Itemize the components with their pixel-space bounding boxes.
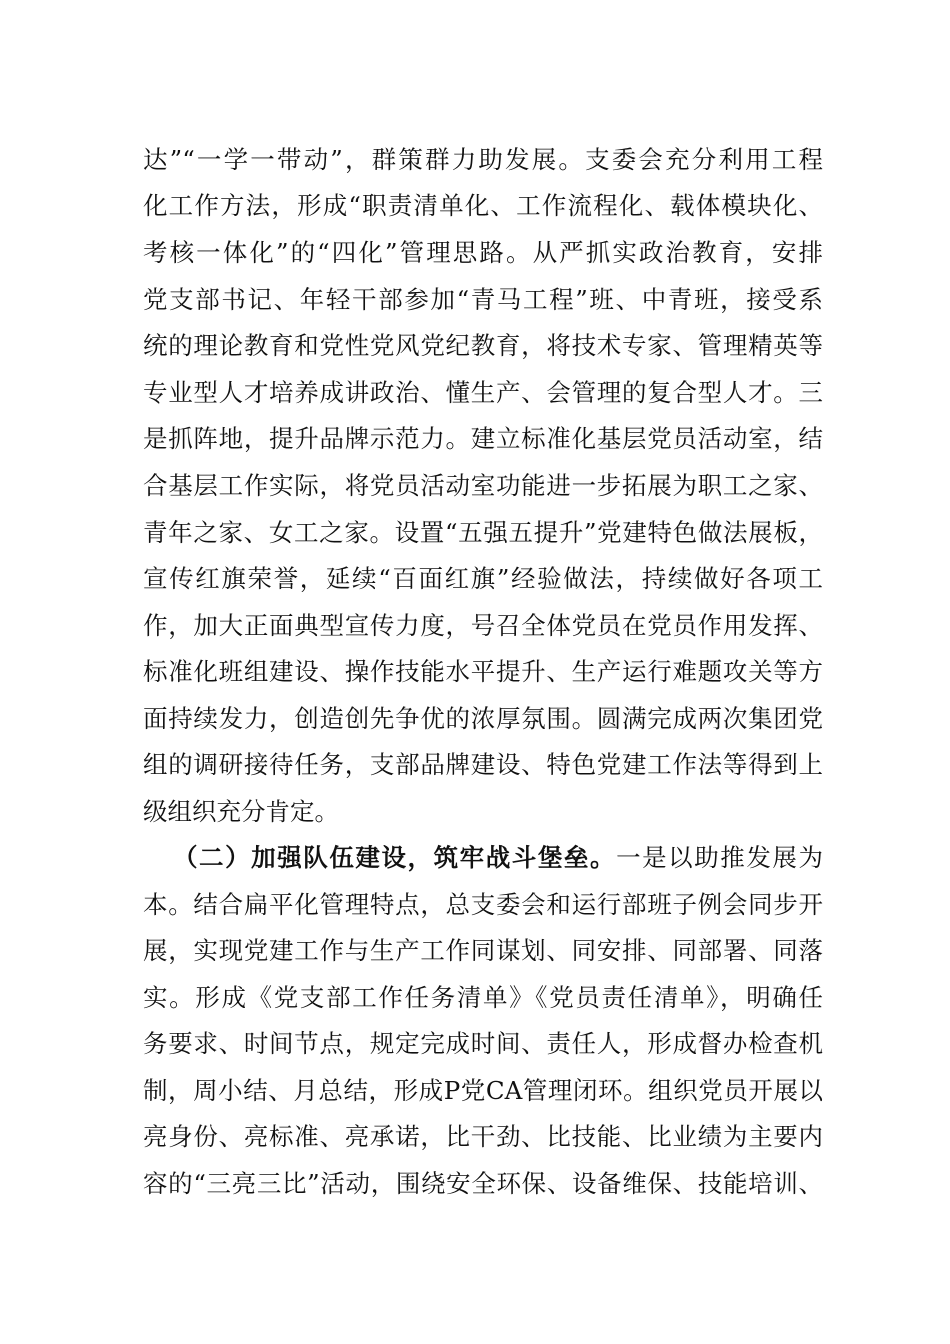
section-heading-line [173, 838, 823, 878]
paragraph-line: 达”“一学一带动”，群策群力助发展。支委会充分利用工程 [143, 145, 823, 174]
paragraph-line: 青年之家、女工之家。设置“五强五提升”党建特色做法展板， [143, 518, 823, 547]
paragraph-line: 容的“三亮三比”活动，围绕安全环保、设备维保、技能培训、 [143, 1169, 823, 1198]
paragraph-line: 化工作方法，形成“职责清单化、工作流程化、载体模块化、 [143, 191, 823, 220]
section-heading: （二）加强队伍建设，筑牢战斗堡垒。 [173, 843, 617, 872]
paragraph-line: 是抓阵地，提升品牌示范力。建立标准化基层党员活动室，结 [143, 424, 823, 453]
paragraph-line: 考核一体化”的“四化”管理思路。从严抓实政治教育，安排 [143, 238, 823, 267]
paragraph-line: 专业型人才培养成讲政治、懂生产、会管理的复合型人才。三 [143, 378, 823, 407]
paragraph-line: 组的调研接待任务，支部品牌建设、特色党建工作法等得到上 [143, 750, 823, 779]
paragraph-line: 展，实现党建工作与生产工作同谋划、同安排、同部署、同落 [143, 936, 823, 965]
paragraph-line: 合基层工作实际，将党员活动室功能进一步拓展为职工之家、 [143, 471, 823, 500]
paragraph-line: 务要求、时间节点，规定完成时间、责任人，形成督办检查机 [143, 1029, 823, 1058]
paragraph-line: 宣传红旗荣誉，延续“百面红旗”经验做法，持续做好各项工 [143, 564, 823, 593]
paragraph-line: 标准化班组建设、操作技能水平提升、生产运行难题攻关等方 [143, 657, 823, 686]
paragraph-line: 制，周小结、月总结，形成P党CA管理闭环。组织党员开展以 [143, 1076, 823, 1105]
paragraph-line: 作，加大正面典型宣传力度，号召全体党员在党员作用发挥、 [143, 611, 823, 640]
paragraph-line: 本。结合扁平化管理特点，总支委会和运行部班子例会同步开 [143, 890, 823, 919]
paragraph-line: 级组织充分肯定。 [143, 797, 339, 826]
paragraph-line: 实。形成《党支部工作任务清单》《党员责任清单》，明确任 [143, 983, 823, 1012]
paragraph-line: 统的理论教育和党性党风党纪教育，将技术专家、管理精英等 [143, 331, 823, 360]
paragraph-line: 亮身份、亮标准、亮承诺，比干劲、比技能、比业绩为主要内 [143, 1122, 823, 1151]
paragraph-line: 党支部书记、年轻干部参加“青马工程”班、中青班，接受系 [143, 285, 823, 314]
paragraph-line: 面持续发力，创造创先争优的浓厚氛围。圆满完成两次集团党 [143, 704, 823, 733]
section-heading-continuation: 一是以助推发展为 [616, 843, 823, 872]
